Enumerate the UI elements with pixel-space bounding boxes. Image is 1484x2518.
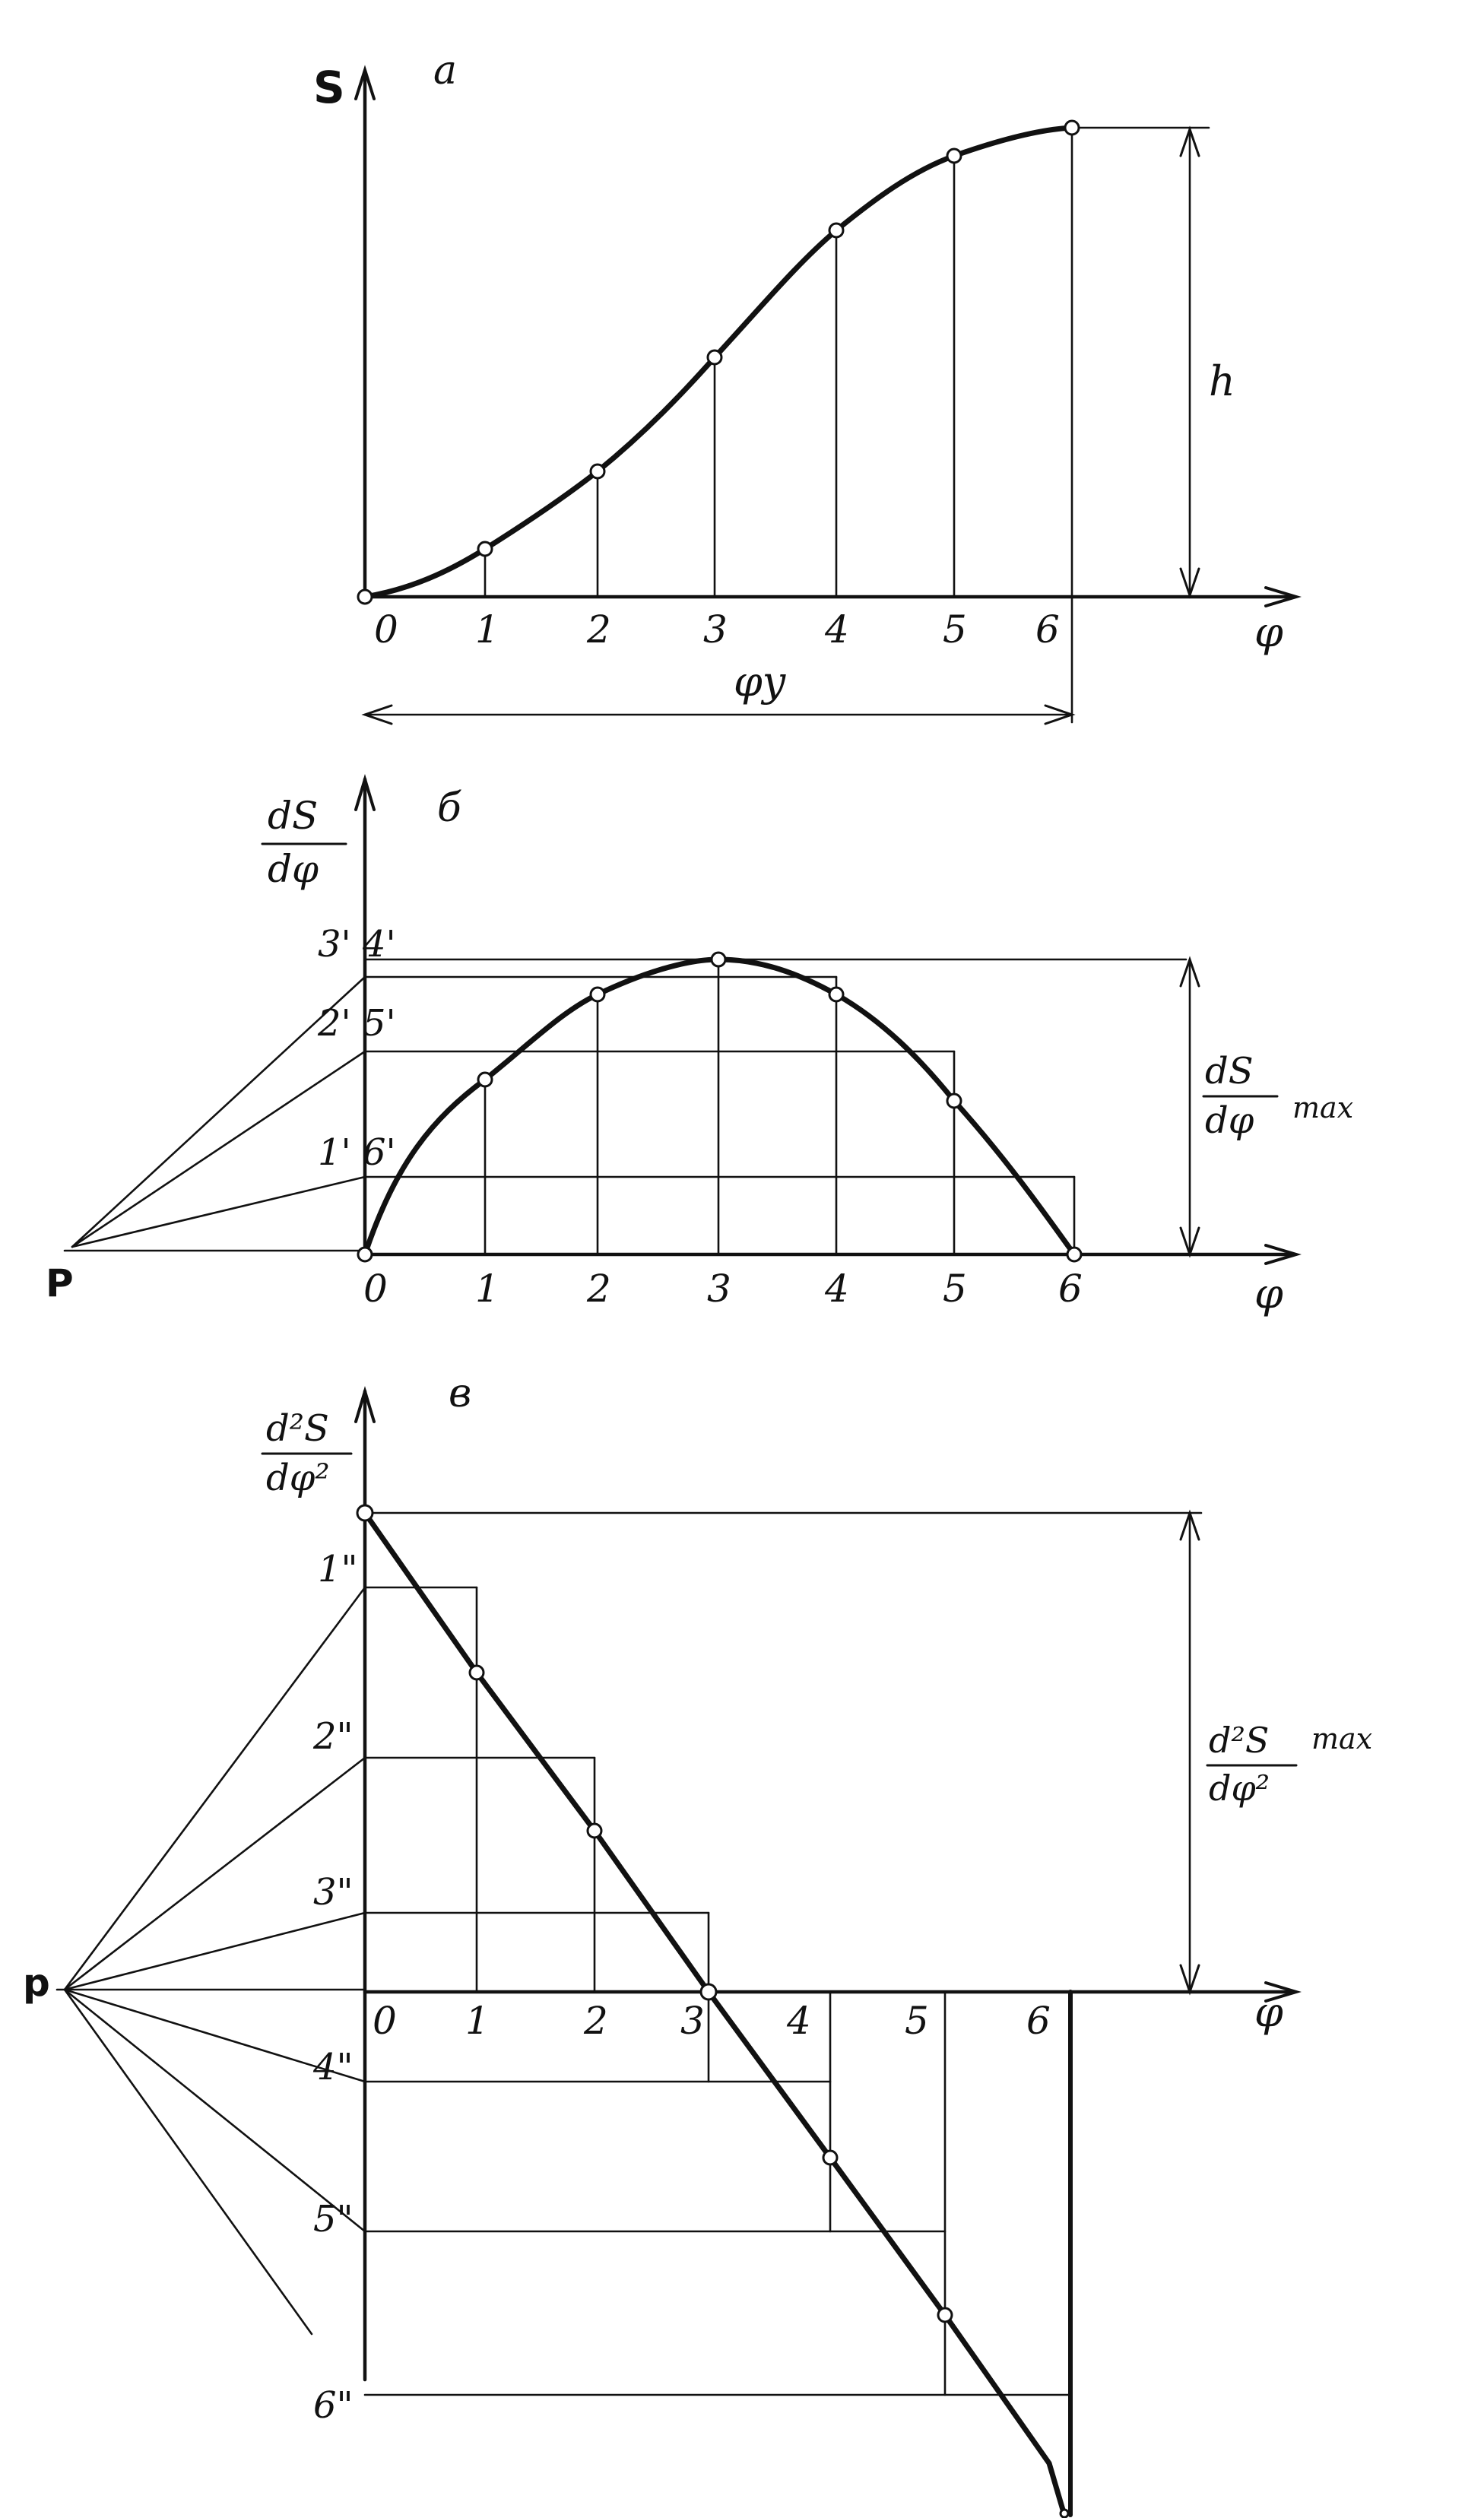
panel-c-tick-3: 3 [680, 1999, 705, 2043]
panel-b-letter: б [437, 785, 461, 831]
panel-c-level-label-3: 3" [313, 1871, 354, 1914]
panel-a-x-label: φ [1254, 608, 1283, 656]
panel-b-y-label-num: dS [268, 794, 319, 838]
panel-b-tick-6: 6 [1058, 1267, 1083, 1311]
h-label: h [1209, 357, 1235, 405]
panel-b-max-word: max [1292, 1091, 1354, 1124]
panel-c-tick-6: 6 [1026, 1999, 1051, 2043]
panel-a-tick-5: 5 [943, 607, 967, 652]
panel-a-letter: а [433, 48, 458, 94]
panel-c-max-word: max [1311, 1722, 1373, 1755]
panel-c-tick-2: 2 [584, 1999, 608, 2043]
panel-b-tick-2: 2 [587, 1267, 611, 1311]
panel-a-y-label: S [313, 62, 345, 113]
panel-c [23, 1371, 1372, 2517]
panel-c-level-label-6: 6" [313, 2384, 354, 2427]
panel-b-max-num: dS [1205, 1050, 1254, 1093]
panel-a-tick-1: 1 [475, 607, 499, 652]
first-derivative-curve [365, 959, 1074, 1254]
panel-c-y-label-num: d²S [266, 1407, 329, 1450]
panel-b-max-den: dφ [1205, 1099, 1254, 1142]
panel-c-pole-label: p [23, 1961, 50, 2005]
panel-a-tick-3: 3 [703, 607, 728, 652]
panel-b-tick-3: 3 [707, 1267, 731, 1311]
panel-b-ray-3 [72, 1177, 365, 1247]
panel-c-tick-4: 4 [787, 1999, 811, 2043]
panel-c-level-label-5: 5" [313, 2198, 354, 2241]
panel-a-tick-2: 2 [587, 607, 611, 652]
panel-b-pole-label: P [46, 1261, 74, 1305]
panel-c-max-num: d²S [1209, 1720, 1270, 1761]
panel-c-x-label: φ [1254, 1988, 1283, 2036]
panel-a-tick-4: 4 [825, 607, 849, 652]
panel-c-tick-1: 1 [465, 1999, 490, 2043]
panel-c-level-label-4: 4" [313, 2046, 354, 2088]
panel-c-level-label-1: 1" [318, 1548, 358, 1590]
panel-c-max-den: dφ² [1209, 1768, 1270, 1809]
panel-b-level-label-16: 1' 6' [318, 1131, 396, 1174]
panel-b-tick-5: 5 [943, 1267, 967, 1311]
panel-c-letter: в [449, 1371, 472, 1416]
panel-b-tick-1: 1 [475, 1267, 499, 1311]
phi-u-label: φу [734, 658, 787, 706]
panel-a [313, 48, 1296, 724]
panel-b-tick-4: 4 [825, 1267, 849, 1311]
panel-b-x-label: φ [1254, 1270, 1283, 1318]
panel-c-tick-5: 5 [905, 1999, 929, 2043]
panel-a-tick-0: 0 [374, 607, 398, 652]
panel-b [46, 779, 1353, 1318]
panel-c-tick-0: 0 [373, 1999, 397, 2043]
panel-b-y-label-den: dφ [268, 847, 319, 891]
panel-b-tick-0: 0 [363, 1267, 388, 1311]
panel-b-level-label-25: 2' 5' [318, 1002, 396, 1045]
panel-c-y-label-den: dφ² [266, 1457, 330, 1499]
panel-b-level-label-34: 3' 4' [318, 923, 396, 966]
panel-c-level-label-2: 2" [313, 1715, 354, 1758]
panel-a-tick-6: 6 [1035, 607, 1060, 652]
